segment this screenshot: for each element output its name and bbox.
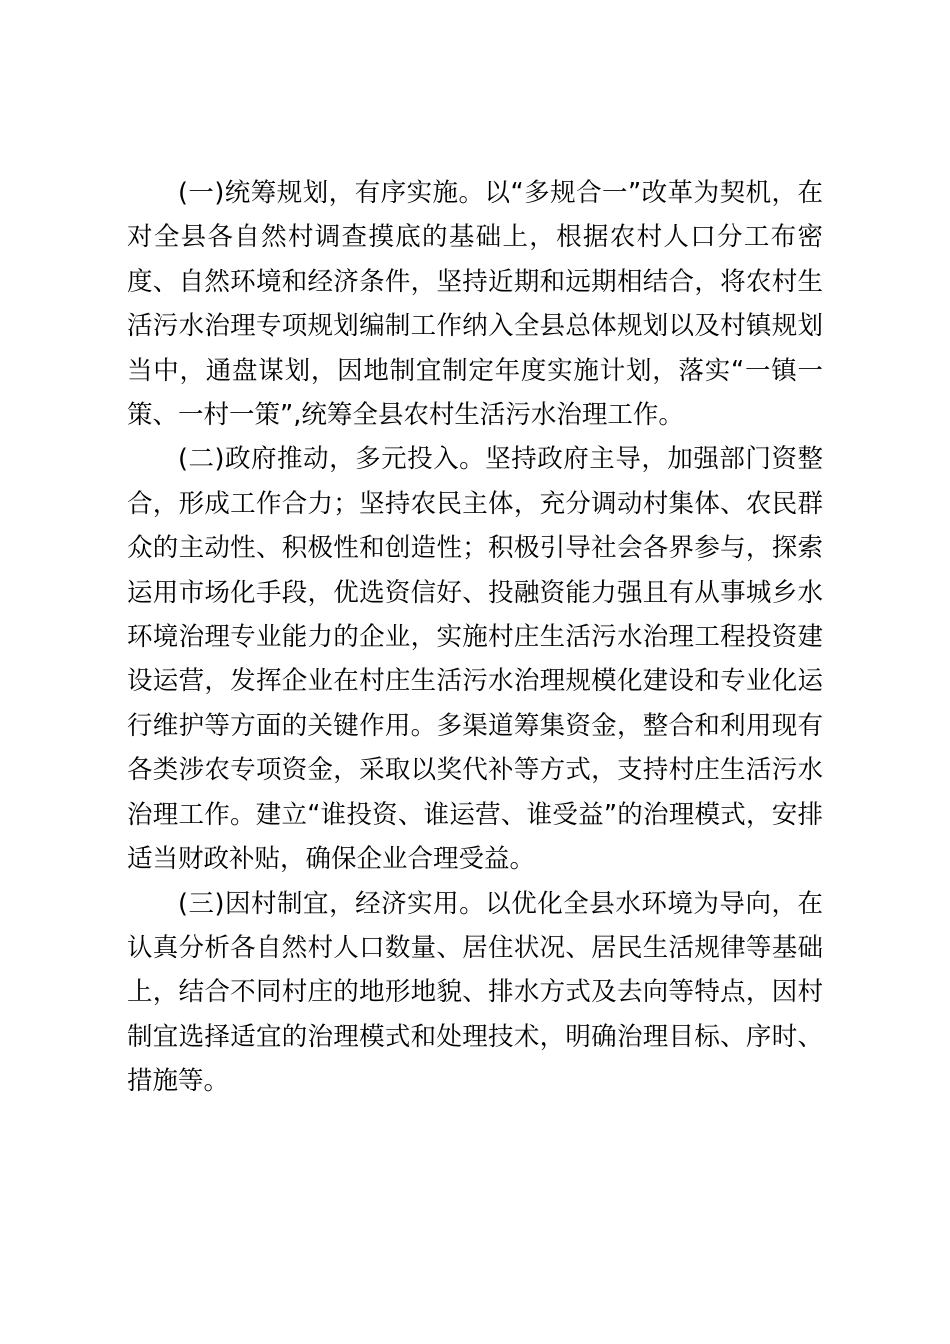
paragraph-1: (一)统筹规划，有序实施。以“多规合一”改革为契机，在对全县各自然村调查摸底的基础上，根据农村人口分工布密度、自然环境和经济条件，坚持近期和远期相结合，将农村生活污水治理专项规划编制工作纳入全县总体规划以及村镇规划当中，通盘谋划，因地制宜制定年度实施计划，落实“一镇一策、一村一策”,统筹全县农村生活污水治理工作。 — [127, 178, 823, 431]
paragraph-2: (二)政府推动，多元投入。坚持政府主导，加强部门资整合，形成工作合力；坚持农民主体，充分调动村集体、农民群众的主动性、积极性和创造性；积极引导社会各界参与，探索运用市场化手段，优选资信好、投融资能力强且有从事城乡水环境治理专业能力的企业，实施村庄生活污水治理工程投资建设运营，发挥企业在村庄生活污水治理规模化建设和专业化运行维护等方面的关键作用。多渠道筹集资金，整合和利用现有各类涉农专项资金，采取以奖代补等方式，支持村庄生活污水治理工作。建立“谁投资、谁运营、谁受益”的治理模式，安排适当财政补贴，确保企业合理受益。 — [127, 444, 823, 875]
paragraph-3: (三)因村制宜，经济实用。以优化全县水环境为导向，在认真分析各自然村人口数量、居住状况、居民生活规律等基础上，结合不同村庄的地形地貌、排水方式及去向等特点，因村制宜选择适宜的治理模式和处理技术，明确治理目标、序时、措施等。 — [127, 888, 823, 1097]
document-body — [127, 171, 823, 1104]
